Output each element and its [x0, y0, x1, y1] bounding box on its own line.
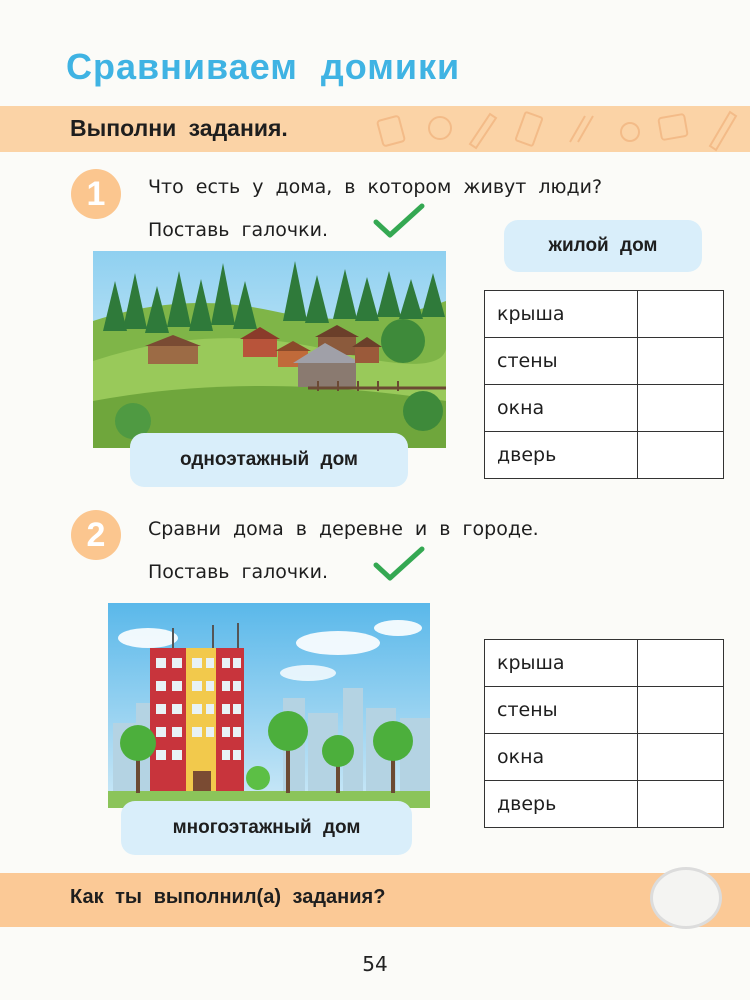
- task1-hint: Поставь галочки.: [148, 219, 328, 241]
- row-label: крыша: [485, 291, 638, 338]
- table-row: [485, 640, 724, 687]
- self-check-text: Как ты выполнил(а) задания?: [70, 886, 386, 908]
- instruction-band: [0, 106, 750, 152]
- multi-storey-house-label: многоэтажный дом: [121, 801, 412, 855]
- self-assessment-circle[interactable]: [650, 867, 722, 929]
- table-row: [485, 734, 724, 781]
- check-cell[interactable]: [638, 385, 724, 432]
- check-cell[interactable]: [638, 781, 724, 828]
- table-row: [485, 432, 724, 479]
- row-label: окна: [485, 385, 638, 432]
- task2-checklist-table: [484, 639, 724, 828]
- stationery-doodles: [370, 106, 750, 152]
- task2-question: Сравни дома в деревне и в городе.: [148, 518, 539, 540]
- row-label: стены: [485, 687, 638, 734]
- table-row: [485, 781, 724, 828]
- page-number: 54: [362, 952, 388, 976]
- table-row: [485, 291, 724, 338]
- check-cell[interactable]: [638, 291, 724, 338]
- row-label: крыша: [485, 640, 638, 687]
- village-illustration: [93, 251, 446, 448]
- table-row: [485, 338, 724, 385]
- check-cell[interactable]: [638, 734, 724, 781]
- row-label: окна: [485, 734, 638, 781]
- checkmark-icon: [372, 545, 426, 583]
- page-title: Сравниваем домики: [66, 46, 461, 87]
- task-number-1: 1: [71, 169, 121, 219]
- one-storey-house-label: одноэтажный дом: [130, 433, 408, 487]
- self-check-band: [0, 873, 750, 927]
- check-cell[interactable]: [638, 687, 724, 734]
- city-building-illustration: [108, 603, 430, 808]
- check-cell[interactable]: [638, 432, 724, 479]
- row-label: дверь: [485, 781, 638, 828]
- instruction-text: Выполни задания.: [70, 115, 288, 141]
- checkmark-icon: [372, 202, 426, 240]
- table-row: [485, 385, 724, 432]
- task2-hint: Поставь галочки.: [148, 561, 328, 583]
- check-cell[interactable]: [638, 640, 724, 687]
- row-label: дверь: [485, 432, 638, 479]
- task1-checklist-table: [484, 290, 724, 479]
- check-cell[interactable]: [638, 338, 724, 385]
- task1-question: Что есть у дома, в котором живут люди?: [148, 176, 603, 198]
- living-house-label: жилой дом: [504, 220, 702, 272]
- table-row: [485, 687, 724, 734]
- row-label: стены: [485, 338, 638, 385]
- task-number-2: 2: [71, 510, 121, 560]
